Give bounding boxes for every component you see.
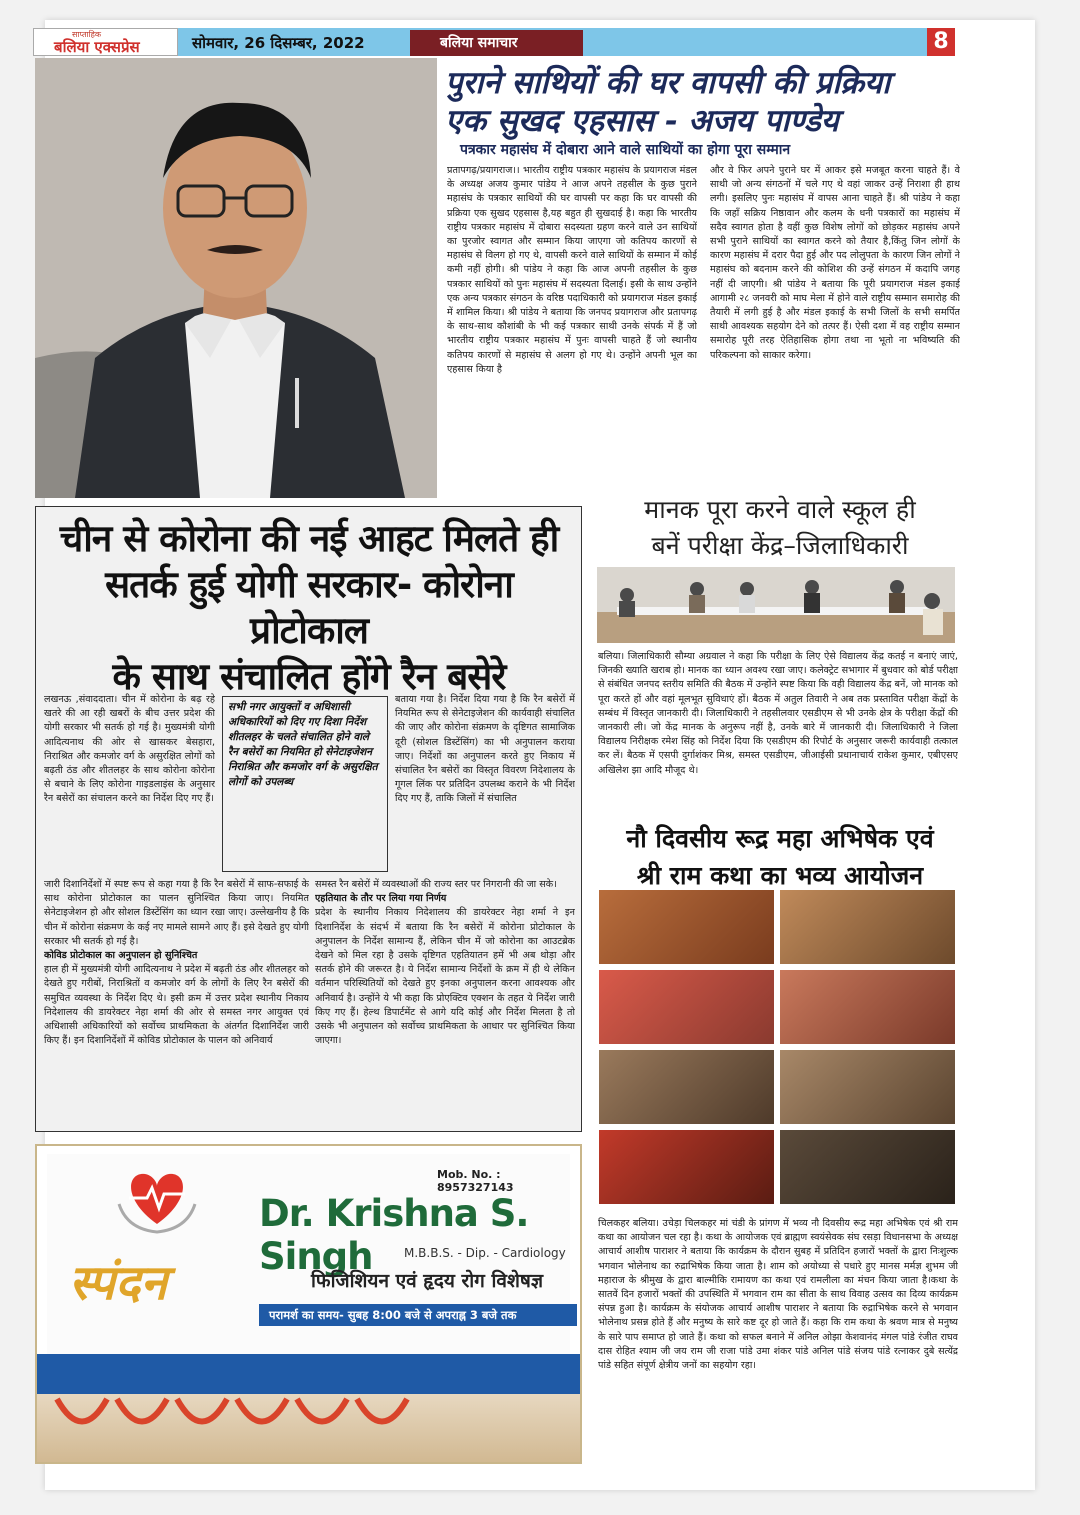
story3-headline-line2: बनें परीक्षा केंद्र–जिलाधिकारी <box>651 531 909 560</box>
ad-mobile: Mob. No. : 8957327143 <box>437 1168 514 1194</box>
story2-headline-line1: चीन से कोरोना की नई आहट मिलते ही <box>59 517 559 560</box>
story1-subheadline: पत्रकार महासंघ में दोबारा आने वाले साथियों का होगा पूरा सम्मान <box>460 142 791 158</box>
story1-headline-line2: एक सुखद एहसास - अजय पाण्डेय <box>445 103 839 139</box>
ad-specialty: फिजिशियन एवं हृदय रोग विशेषज्ञ <box>311 1270 544 1292</box>
collage-photo-5 <box>599 1050 774 1124</box>
masthead-tagline: साप्ताहिक <box>72 30 102 39</box>
story3-body: बलिया। जिलाधिकारी सौम्या अग्रवाल ने कहा कि परीक्षा के लिए ऐसे विद्यालय केंद्र कतई न बनाएं जाएं, जिनकी ख्याति खराब हो। मानक का ध्यान अवश्य रखा जाए। कलेक्ट्रेट सभागार में बुधवार को बोर्ड परीक्षा से संबंधित जनपद स्तरीय समिति की बैठक में उन्होंने स्पष्ट किया कि वही विद्यालय केंद्र बनें, जो मानक को पूरा करते हों और वहां मूलभूत सुविधाएं हों। बैठक में अतुल तिवारी ने अब तक प्रस्तावित परीक्षा केंद्रों के सम्बंध में विस्तृत जानकारी दी। जिलाधिकारी ने तहसीलवार एसडीएम से भी उनके क्षेत्र के परीक्षा केंद्रों की जानकारी ली। जो केंद्र मानक के अनुरूप नहीं है, उनके बारे में जानकारी दी। जिलाधिकारी ने जिला विद्यालय निरीक्षक रमेश सिंह को निर्देश दिया कि एसडीएम की रिपोर्ट के अनुसार जरूरी कार्यवाही तत्काल कर लें। बैठक में एसपी दुर्गाशंकर मिश्र, समस्त एसडीएम, जीआईसी प्रधानाचार्य राकेश कुमार, एबीएसए अखिलेश झा आदि मौजूद थे। <box>598 651 958 776</box>
ad-signboard <box>47 1154 570 1354</box>
story1-column-2: और वे फिर अपने पुराने घर में आकर इसे मजबूत करना चाहते हैं। वे साथी जो अन्य संगठनों में चले गए थे वहां जाकर उन्हें निराशा ही हाथ लगी। इसलिए पुनः महासंघ में वापस आना चाहते हैं। श्री पांडेय ने कहा कि जहाँ सक्रिय निष्ठावान और कलम के धनी पत्रकारों का महासंघ में सदैव स्वागत होता है वहीं कुछ विशेष लोगों को छोड़कर महासंघ अपने सभी पुराने साथियों का स्वागत करने को तैयार है,किंतु जिन लोगों के कारण महासंघ में दरार पैदा हुई और पद लोलुपता के कारण जिन लोगों ने महासंघ को बदनाम करने की कोशिश की उन्हें संगठन में कदापि जगह नहीं दी जाएगी। श्री पांडेय ने बताया कि पूरी प्रयागराज मंडल इकाई आगामी २८ जनवरी को माघ मेला में होने वाले राष्ट्रीय सम्मान समारोह की तैयारी में लगी हुई है और मंडल इकाई के सभी जिलों के सभी समर्पित साथी आवश्यक सहयोग देने को तत्पर हैं। ऐसी दशा में वह राष्ट्रीय सम्मान समारोह पूरी तरह ऐतिहासिक होगा तथा ना भूतो ना भविष्यति की परिकल्पना को साकार करेगा। <box>710 165 960 361</box>
story3-headline <box>595 492 965 564</box>
collage-photo-3 <box>599 970 774 1044</box>
story2-headline-line3: के साथ संचालित होंगे रैन बसेरे <box>112 655 506 698</box>
issue-date: सोमवार, 26 दिसम्बर, 2022 <box>192 34 365 52</box>
ad-building-photo <box>37 1394 580 1464</box>
ad-services-strip <box>37 1354 580 1394</box>
story2-subhead-2: एहतियात के तौर पर लिया गया निर्णय <box>315 893 447 905</box>
masthead-title: बलिया एक्सप्रेस <box>54 38 140 56</box>
story4-headline-line1: नौ दिवसीय रूद्र महा अभिषेक एवं <box>626 824 934 853</box>
collage-photo-8 <box>780 1130 955 1204</box>
story1-headline-line1: पुराने साथियों की घर वापसी की प्रक्रिया <box>445 65 891 101</box>
story2-para-4: प्रदेश के स्थानीय निकाय निदेशालय की डायरेक्टर नेहा शर्मा ने इन दिशानिर्देश के संदर्भ में बताया कि रैन बसेरों में कोरोना प्रोटोकाल के अनुपालन के निर्देश सामान्य हैं, लेकिन चीन में जो कोरोना का आउटब्रेक देखने को मिल रहा है उसके दृष्टिगत एहतियातन हमें भी अब थोड़ा और सतर्क होने की जरूरत है। ये निर्देश सामान्य निर्देशों के क्रम में ही थे लेकिन वर्तमान परिस्थितियों को देखते हुए इनका अनुपालन करना आवश्यक और अनिवार्य है। उन्होंने ये भी कहा कि प्रोएक्टिव एक्शन के तहत ये निर्देश जारी किए गए हैं। हेल्थ डिपार्टमेंट से आगे यदि कोई और निर्देश मिलता है तो उसके भी अनुपालन को सर्वोच्च प्राथमिकता के आधार पर सुनिश्चित किया जाएगा। <box>315 907 575 1047</box>
story4-headline <box>595 820 965 894</box>
photo-ajay-pandey <box>35 58 437 498</box>
story2-para-3: समस्त रैन बसेरों में व्यवस्थाओं की राज्य स्तर पर निगरानी की जा सके। <box>315 879 557 890</box>
story2-column-3 <box>44 878 309 1128</box>
story2-column-1: लखनऊ ,संवाददाता। चीन में कोरोना के बढ़ रहे खतरे की आ रही खबरों के बीच उत्तर प्रदेश की योगी सरकार भी सतर्क हो गई है। मुख्यमंत्री योगी आदित्यनाथ की ओर से खासकर बेसहारा, निराश्रित और कमजोर वर्ग के असुरक्षित लोगों को बढ़ती ठंड और शीतलहर के साथ कोरोना कोरोना से बचाने के लिए कोरोना गाइडलाइंस के अनुसार रैन बसेरों का संचालन करने का निर्देश दिए गए हैं। <box>44 694 215 805</box>
collage-photo-1 <box>599 890 774 964</box>
ad-degrees: M.B.B.S. - Dip. - Cardiology <box>404 1246 566 1260</box>
ad-brand-logo: स्पंदन <box>69 1255 168 1311</box>
collage-photo-6 <box>780 1050 955 1124</box>
photo-meeting <box>597 567 955 643</box>
meeting-illustration <box>597 567 955 643</box>
garland-decoration <box>37 1394 580 1464</box>
story4-body: चिलकहर बलिया। उचेड़ा चिलकहर मां चंडी के प्रांगण में भव्य नौ दिवसीय रूद्र महा अभिषेक एवं श्री राम कथा का आयोजन चल रहा है। कथा के आयोजक एवं ब्राह्मण स्वयंसेवक संघ रसड़ा विधानसभा के अध्यक्ष आचार्य आशीष पाराशर ने बताया कि कार्यक्रम के दौरान सुबह में प्रतिदिन हजारों भक्तों के द्वारा निःशुल्क भगवान भोलेनाथ का रुद्राभिषेक किया जाता है। शाम को अयोध्या से पधारे हुए मानस मर्मज्ञ शुभम जी महाराज के श्रीमुख के द्वारा बाल्मीकि रामायण का कथा एवं रामलीला का मंचन किया जाता है।कथा के सातवें दिन हजारों भक्तों की उपस्थिति में भगवान राम का सीता के साथ विवाह उत्सव का दिव्य कार्यक्रम संपन्न हुआ है। कार्यक्रम के संयोजक आचार्य आशीष पाराशर ने बताया कि रुद्राभिषेक करने से भगवान भोलेनाथ प्रसन्न होते हैं और मनुष्य के सारे कष्ट दूर हो जाते हैं। कहा कि राम कथा के श्रवण मात्र से मनुष्य के सारे पाप समाप्त हो जाते हैं। कथा को सफल बनाने में अनिल ओझा केशवानंद मंगल पांडे रंजीत राघव दास रोहित श्याम जी जय राम जी राजा पांडे उमा शंकर पांडे अनिल पांडे संजय पांडे रत्नाकर दुबे सत्येंद्र पांडे सहित संपूर्ण क्षेत्रीय जनों का सहयोग रहा। <box>598 1218 958 1372</box>
story2-para-2: हाल ही में मुख्यमंत्री योगी आदित्यनाथ ने प्रदेश में बढ़ती ठंड और शीतलहर को देखते हुए गरीबों, निराश्रितों व कमजोर वर्ग के लोगों के लिए रैन बसेरों की समुचित व्यवस्था के निर्देश दिए थे। इसी क्रम में उत्तर प्रदेश स्थानीय निकाय निदेशालय की डायरेक्टर नेहा शर्मा की ओर से समस्त नगर आयुक्त एवं अधिशासी अधिकारियों को सर्वोच्च प्राथमिकता के अंतर्गत दिशानिर्देश जारी किए हैं। इन दिशानिर्देशों में कोविड प्रोटोकाल के पालन को अनिवार्य <box>44 964 309 1047</box>
story1-column-1: प्रतापगढ़/प्रयागराज।। भारतीय राष्ट्रीय पत्रकार महासंघ के प्रयागराज मंडल के अध्यक्ष अजय कुमार पांडेय ने आज अपने तहसील के कुछ पुराने महासंघ के पत्रकार साथियों की घर वापसी पर कहा कि घर वापसी की प्रक्रिया एक सुखद एहसास है,यह बहुत ही सुखदाई है। कहा कि भारतीय राष्ट्रीय पत्रकार महासंघ में दोबारा सदस्यता ग्रहण करने वाले उन साथियों का पुरजोर स्वागत और सम्मान किया जाएगा जो कतिपय कारणों से महासंघ से विलग हो गए थे, वापसी करने वाले साथियों के सम्मान में कोई कमी नहीं होगी। श्री पांडेय ने कहा कि आज अपनी तहसील के कुछ पत्रकार साथियों को पुनः महासंघ में सदस्यता दिलाई। इसी के साथ उन्होंने एक अन्य पत्रकार संगठन के वरिष्ठ पदाधिकारी को प्रयागराज मंडल इकाई में शामिल किया। श्री पांडेय ने बताया कि जनपद प्रयागराज और प्रतापगढ़ के साथ-साथ कौशांबी के भी कई पत्रकार साथी उनके संपर्क में हैं जो भारतीय राष्ट्रीय पत्रकार महासंघ में पुनः वापसी चाहते हैं जो स्थानीय कतिपय कारणों से महासंघ से अलग हो गए थे। उन्होंने अपनी भूल का एहसास किया है <box>447 165 697 375</box>
photo-collage <box>599 890 955 1210</box>
story3-headline-line1: मानक पूरा करने वाले स्कूल ही <box>644 495 916 524</box>
heart-hands-icon <box>117 1164 197 1234</box>
story4-headline-line2: श्री राम कथा का भव्य आयोजन <box>636 861 924 890</box>
ad-timing: परामर्श का समय- सुबह 8:00 बजे से अपराह्न 3 बजे तक <box>259 1304 577 1326</box>
story2-subhead-1: कोविड प्रोटोकाल का अनुपालन हो सुनिश्चित <box>44 950 198 962</box>
story1-headline <box>445 64 965 140</box>
doctor-advertisement <box>35 1144 582 1464</box>
story2-column-4 <box>315 878 575 1128</box>
story2-headline <box>43 516 575 700</box>
page-number: 8 <box>927 28 955 56</box>
collage-photo-7 <box>599 1130 774 1204</box>
collage-photo-4 <box>780 970 955 1044</box>
story2-para-1: जारी दिशानिर्देशों में स्पष्ट रूप से कहा गया है कि रैन बसेरों में साफ-सफाई के साथ कोरोना प्रोटोकाल का पालन सुनिश्चित किया जाए। नियमित सेनेटाइजेशन हो और सोशल डिस्टेंसिंग का ध्यान रखा जाए। उल्लेखनीय है कि चीन में कोरोना संक्रमण के कई नए मामले सामने आए हैं। इसे देखते हुए योगी सरकार भी सतर्क हो गई है। <box>44 879 309 947</box>
story2-inset-box: सभी नगर आयुक्तों व अधिशासी अधिकारियों को दिए गए दिशा निर्देश शीतलहर के चलते संचालित होने वाले रैन बसेरों का नियमित हो सेनेटाइजेशन निराश्रित और कमजोर वर्ग के असुरक्षित लोगों को उपलब्ध <box>222 696 388 872</box>
collage-photo-2 <box>780 890 955 964</box>
portrait-illustration <box>35 58 437 498</box>
ad-doctor-name: Dr. Krishna S. Singh <box>259 1192 529 1278</box>
section-label: बलिया समाचार <box>410 30 583 56</box>
story2-column-2: बताया गया है। निर्देश दिया गया है कि रैन बसेरों में नियमित रूप से सेनेटाइजेशन की कार्यवाही संचालित की जाए और कोरोना संक्रमण के दृष्टिगत सामाजिक दूरी (सोशल डिस्टेंसिंग) का भी अनुपालन कराया जाए। निर्देशों का अनुपालन करते हुए निकाय में संचालित रैन बसेरों का विस्तृत विवरण निदेशालय के गूगल लिंक पर प्रतिदिन उपलब्ध कराने के भी निर्देश दिए गए हैं, ताकि जिलों में संचालित <box>395 694 575 805</box>
masthead-logo <box>33 28 178 56</box>
story2-headline-line2: सतर्क हुई योगी सरकार- कोरोना प्रोटोकाल <box>105 563 513 652</box>
